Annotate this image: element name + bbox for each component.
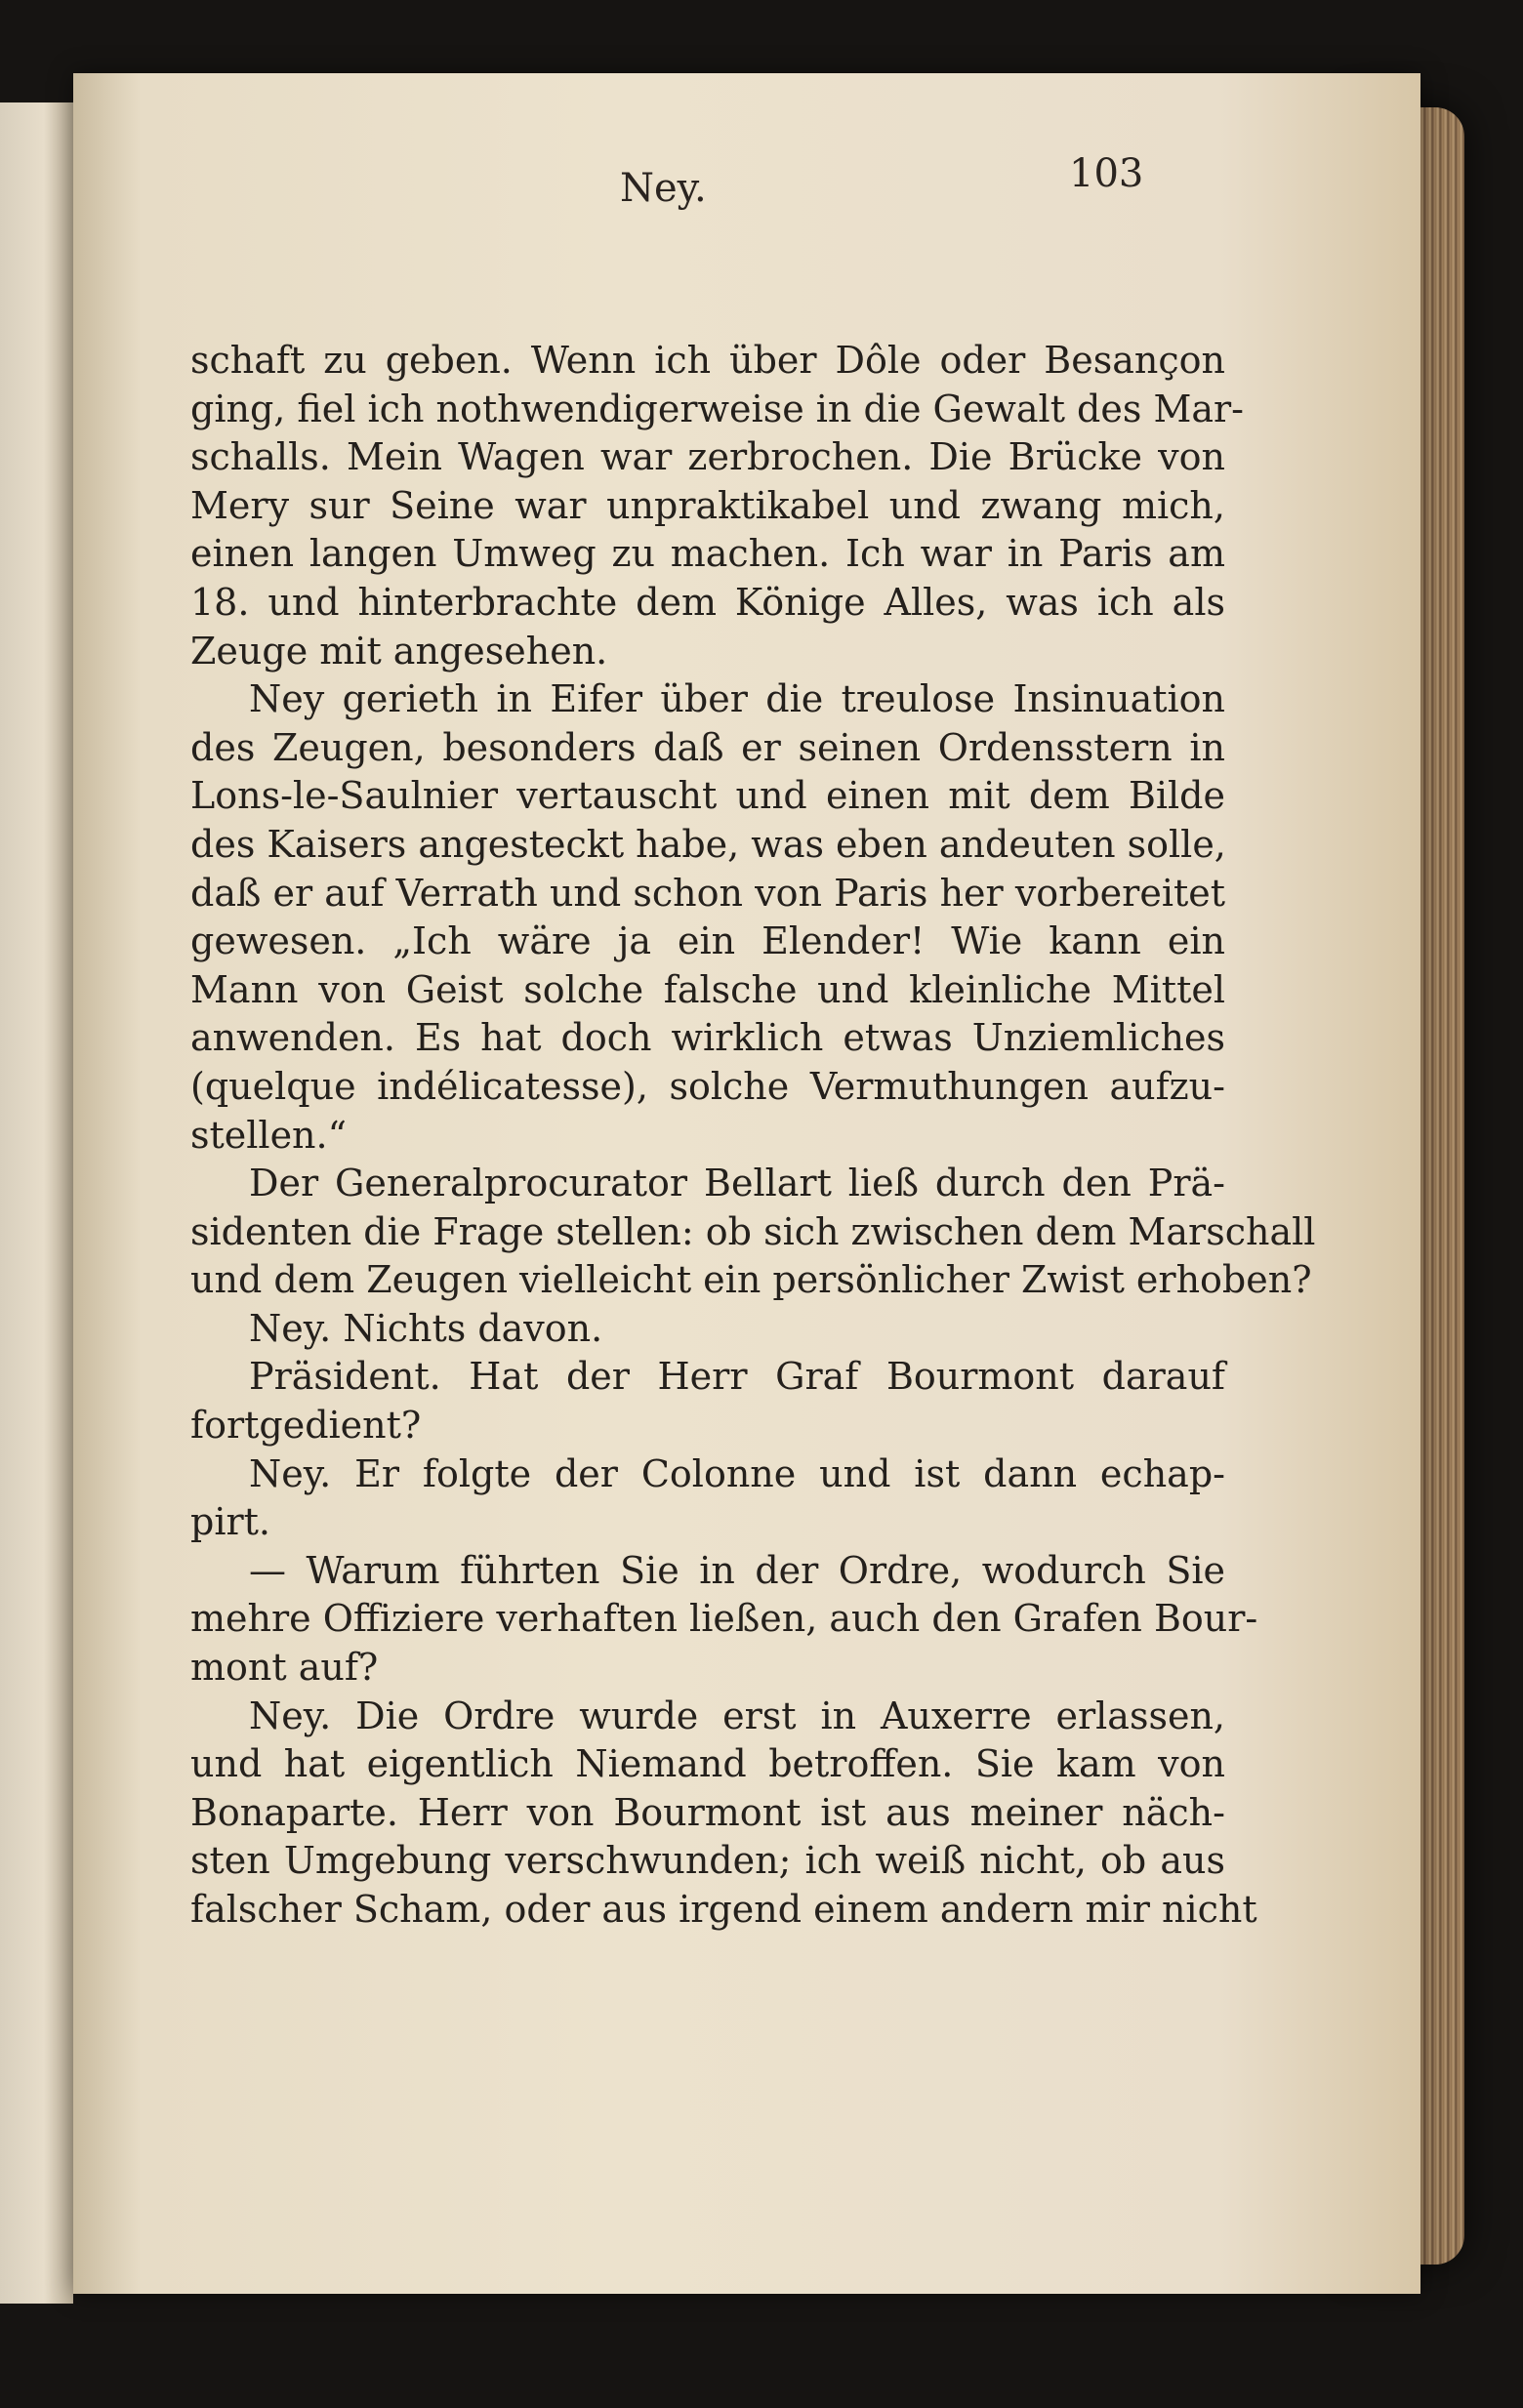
running-head: Ney. — [620, 166, 707, 211]
text-line: Ney gerieth in Eifer über die treulose Insinuation — [249, 677, 1225, 721]
text-line: und hat eigentlich Niemand betroffen. Sie kam von — [190, 1742, 1225, 1786]
text-line: ging, fiel ich nothwendigerweise in die Gewalt des Mar- — [190, 387, 1245, 430]
text-line: mehre Offiziere verhaften ließen, auch den Grafen Bour- — [190, 1597, 1258, 1641]
page-number: 103 — [1069, 151, 1144, 196]
text-line: Ney. Die Ordre wurde erst in Auxerre erlassen, — [249, 1694, 1225, 1737]
text-line: Ney. Nichts davon. — [249, 1306, 603, 1350]
text-line: (quelque indélicatesse), solche Vermuthungen aufzu- — [190, 1064, 1225, 1108]
text-line: des Kaisers angesteckt habe, was eben andeuten solle, — [190, 822, 1226, 866]
text-line: schaft zu geben. Wenn ich über Dôle oder Besançon — [190, 339, 1225, 382]
text-line: Zeuge mit angesehen. — [190, 629, 608, 673]
text-line: einen langen Umweg zu machen. Ich war in Paris am — [190, 532, 1225, 576]
text-line: Mann von Geist solche falsche und kleinliche Mittel — [190, 967, 1225, 1011]
text-line: daß er auf Verrath und schon von Paris her vorbereitet — [190, 871, 1225, 915]
text-line: stellen.“ — [190, 1113, 348, 1157]
text-line: Ney. Er folgte der Colonne und ist dann echap- — [249, 1451, 1225, 1495]
text-line: gewesen. „Ich wäre ja ein Elender! Wie kann ein — [190, 919, 1225, 963]
text-line: — Warum führten Sie in der Ordre, wodurch Sie — [249, 1548, 1225, 1592]
text-line: falscher Scham, oder aus irgend einem andern mir nicht — [190, 1888, 1257, 1931]
book-page — [73, 73, 1420, 2294]
text-line: sidenten die Frage stellen: ob sich zwischen dem Marschall — [190, 1209, 1316, 1253]
left-page-edge — [0, 102, 73, 2304]
text-line: mont auf? — [190, 1646, 379, 1690]
text-line: sten Umgebung verschwunden; ich weiß nicht, ob aus — [190, 1839, 1225, 1883]
text-line: fortgedient? — [190, 1404, 422, 1448]
text-line: des Zeugen, besonders daß er seinen Ordensstern in — [190, 725, 1225, 769]
text-line: schalls. Mein Wagen war zerbrochen. Die Brücke von — [190, 435, 1225, 479]
text-line: Präsident. Hat der Herr Graf Bourmont darauf — [249, 1355, 1225, 1399]
text-line: und dem Zeugen vielleicht ein persönlicher Zwist erhoben? — [190, 1258, 1312, 1302]
text-line: Der Generalprocurator Bellart ließ durch den Prä- — [249, 1162, 1225, 1205]
body-text — [190, 337, 1316, 1935]
text-line: 18. und hinterbrachte dem Könige Alles, was ich als — [190, 580, 1225, 624]
text-line: Lons-le-Saulnier vertauscht und einen mit dem Bilde — [190, 774, 1225, 818]
text-line: Mery sur Seine war unpraktikabel und zwang mich, — [190, 483, 1225, 527]
text-line: pirt. — [190, 1500, 270, 1544]
text-line: Bonaparte. Herr von Bourmont ist aus meiner näch- — [190, 1790, 1225, 1834]
text-line: anwenden. Es hat doch wirklich etwas Unziemliches — [190, 1016, 1225, 1060]
